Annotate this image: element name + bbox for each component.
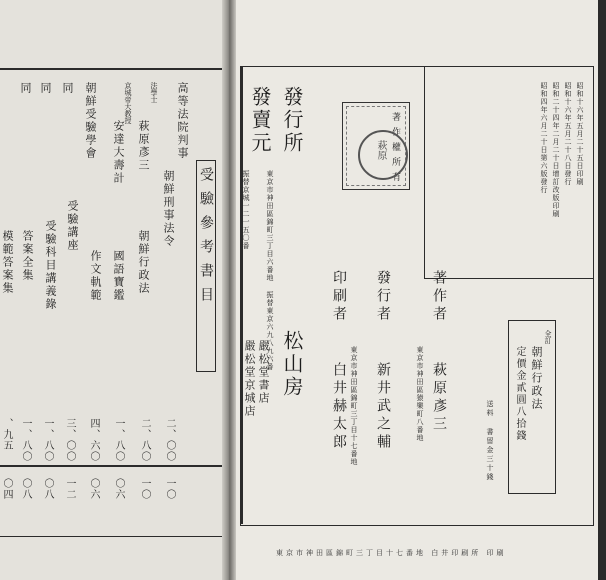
page-edge bbox=[598, 0, 606, 580]
book-postage: 〇八 bbox=[42, 478, 53, 500]
colophon-page bbox=[236, 0, 598, 580]
issuer-label: 發行者 bbox=[375, 270, 391, 324]
distributor-name: 嚴松堂書店 bbox=[257, 340, 270, 405]
publisher-name: 同 bbox=[19, 82, 32, 95]
book-price: 三、〇〇 bbox=[64, 418, 75, 462]
book-price: 一、八〇 bbox=[20, 418, 31, 462]
distributor-address: 振替京城一二一五〇番 bbox=[242, 170, 250, 250]
bottom-rule bbox=[0, 536, 222, 537]
book-title: 模範答案集 bbox=[1, 230, 14, 295]
publisher-name: 同 bbox=[61, 82, 74, 95]
frame-left bbox=[241, 66, 243, 524]
seal-label: 著作權所有 bbox=[390, 112, 400, 187]
author-name: 安達大壽計 bbox=[112, 120, 125, 185]
date-line: 昭和四年六月二十日第六版發行 bbox=[540, 82, 548, 194]
book-postage: 〇六 bbox=[113, 478, 124, 500]
book-postage: 〇四 bbox=[1, 478, 12, 500]
book-postage: 一〇 bbox=[139, 478, 150, 500]
book-price: 四、六〇 bbox=[88, 418, 99, 462]
book-price: 、九五 bbox=[1, 418, 12, 451]
distributor-branch: 嚴松堂京城店 bbox=[243, 340, 256, 418]
book-gutter bbox=[222, 0, 236, 580]
author-address: 東京市神田區猿樂町八番地 bbox=[416, 346, 424, 442]
publisher-name: 同 bbox=[39, 82, 52, 95]
book-title: 作文軌範 bbox=[89, 250, 102, 302]
title-note: 全訂 bbox=[544, 330, 552, 344]
author-note: 法學士 bbox=[150, 82, 158, 103]
book-title: 受驗講座 bbox=[66, 200, 79, 252]
printer-name: 白井赫太郎 bbox=[331, 362, 347, 452]
publisher-name: 朝鮮受驗學會 bbox=[84, 82, 97, 160]
colophon-footer: 東京市神田區錦町三丁目十七番地 白井印刷所 印刷 bbox=[276, 549, 507, 557]
distributor-label: 發賣元 bbox=[248, 86, 272, 155]
date-line: 昭和十六年五月二十五日印刷 bbox=[576, 82, 584, 186]
book-postage: 〇八 bbox=[20, 478, 31, 500]
author-note: 京城帝大教授 bbox=[124, 82, 132, 124]
price-rule bbox=[0, 465, 222, 467]
catalog-page bbox=[0, 0, 222, 580]
author-name: 萩原彥三 bbox=[137, 120, 150, 172]
book-title: 朝鮮行政法 bbox=[137, 230, 150, 295]
colophon-book-title: 朝鮮行政法 bbox=[530, 346, 543, 411]
publisher-label: 發行所 bbox=[280, 86, 304, 155]
publisher-address: 東京市神田區錦町三丁目六番地 振替東京六九八九六番 bbox=[266, 170, 274, 371]
book-price: 二、〇〇 bbox=[164, 418, 175, 462]
top-rule bbox=[0, 68, 222, 70]
catalog-title: 受驗參考書目 bbox=[196, 160, 216, 372]
book-postage: 一〇 bbox=[164, 478, 175, 500]
book-price: 二、八〇 bbox=[139, 418, 150, 462]
book-title: 受驗科目講義錄 bbox=[44, 220, 57, 311]
date-line: 昭和二十四年二月二十日增訂改版印刷 bbox=[552, 82, 560, 218]
postage-label: 送料 書留金三十錢 bbox=[486, 400, 494, 482]
book-title: 朝鮮刑事法令 bbox=[162, 170, 175, 248]
book-price: 一、八〇 bbox=[42, 418, 53, 462]
book-postage: 〇六 bbox=[88, 478, 99, 500]
book-title: 國語寶鑑 bbox=[112, 250, 125, 302]
author-note: 高等法院判事 bbox=[176, 82, 189, 160]
stamp-text: 萩原 bbox=[375, 140, 386, 160]
book-title: 答案全集 bbox=[21, 230, 34, 282]
book-postage: 一二 bbox=[64, 478, 75, 500]
book-price: 一、八〇 bbox=[113, 418, 124, 462]
author-name: 萩原彥三 bbox=[431, 362, 447, 434]
author-label: 著作者 bbox=[431, 270, 447, 324]
issuer-name: 新井武之輔 bbox=[375, 362, 391, 452]
printer-label: 印刷者 bbox=[331, 270, 347, 324]
date-line: 昭和十六年五月二十八日發行 bbox=[564, 82, 572, 186]
printer-address: 東京市神田區錦町三丁目十七番地 bbox=[350, 346, 358, 466]
price-label: 定價金貳圓八拾錢 bbox=[514, 346, 525, 442]
publisher-name: 松山房 bbox=[280, 330, 304, 399]
